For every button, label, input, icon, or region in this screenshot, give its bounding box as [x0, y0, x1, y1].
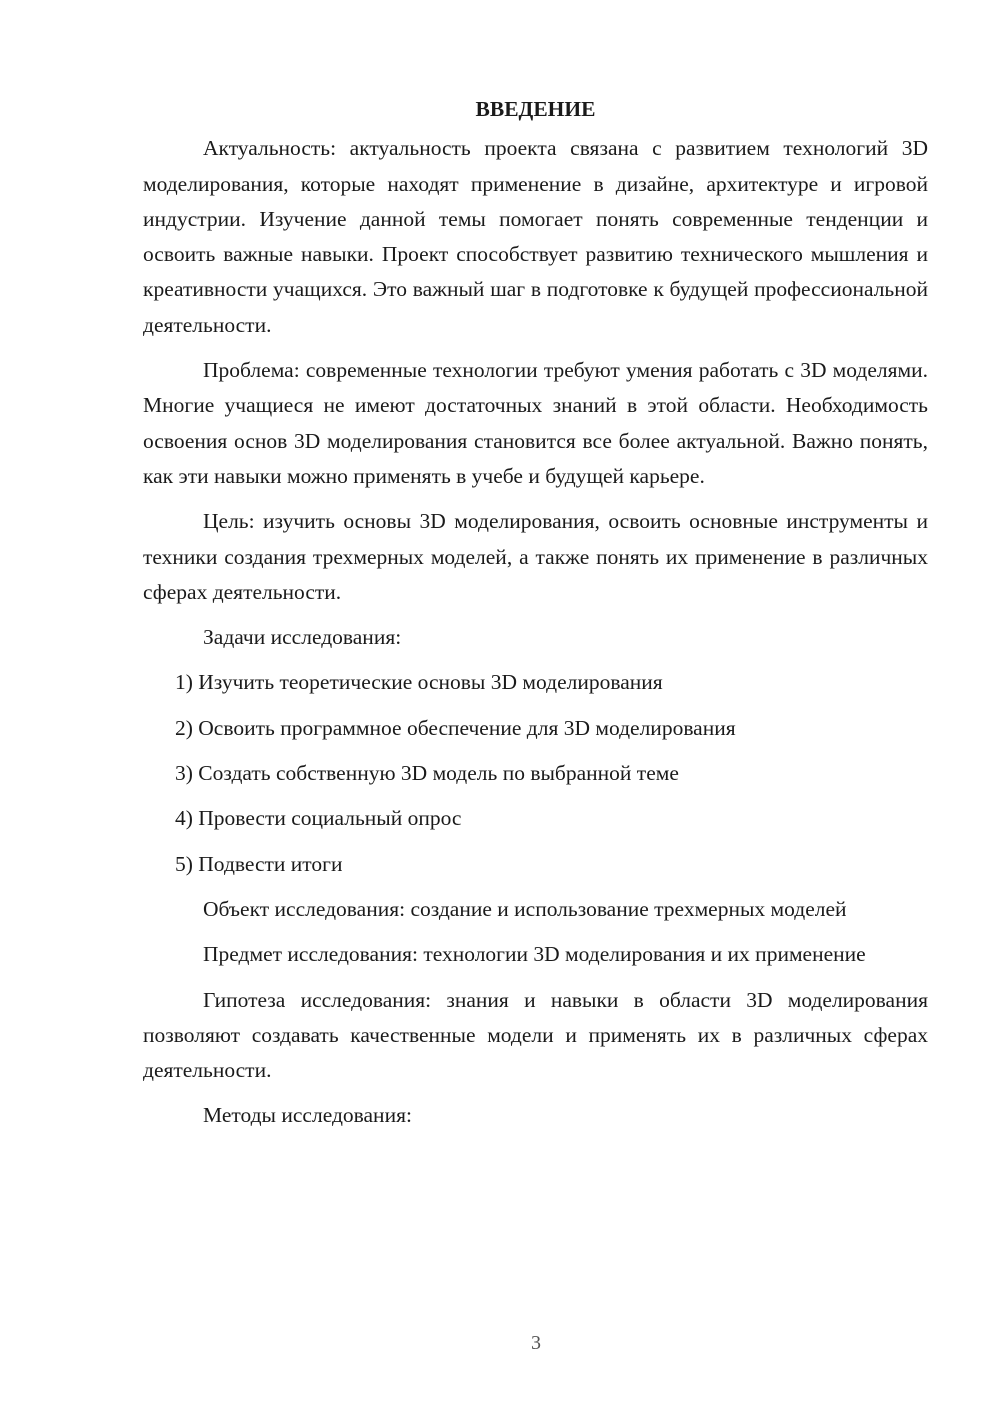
page-content [143, 92, 928, 1144]
section-title: ВВЕДЕНИЕ [475, 97, 596, 121]
object-paragraph: Объект исследования: создание и использование трехмерных моделей [203, 896, 847, 921]
list-item: 2) Освоить программное обеспечение для 3D моделирования [175, 715, 736, 740]
methods-heading: Методы исследования: [203, 1103, 412, 1128]
hypothesis-paragraph: Гипотеза исследования: знания и навыки в области 3D моделирования позволяют создавать качественные модели и применять их в различных сферах деятельности. [143, 987, 928, 1083]
tasks-list [143, 665, 928, 881]
list-item: 5) Подвести итоги [175, 851, 343, 876]
tasks-heading: Задачи исследования: [203, 625, 402, 650]
subject-paragraph: Предмет исследования: технологии 3D моделирования и их применение [203, 942, 866, 967]
page-number: 3 [531, 1332, 541, 1354]
list-item: 3) Создать собственную 3D модель по выбранной теме [175, 761, 679, 786]
problem-paragraph: Проблема: современные технологии требуют умения работать с 3D моделями. Многие учащиеся не имеют достаточных знаний в этой области. Необходимость освоения основ 3D моделирования становится все более актуальной. Важно понять, как эти навыки можно применять в учебе и будущей карьере. [143, 358, 928, 488]
goal-paragraph: Цель: изучить основы 3D моделирования, освоить основные инструменты и техники создания трехмерных моделей, а также понять их применение в различных сферах деятельности. [143, 509, 928, 604]
list-item: 1) Изучить теоретические основы 3D моделирования [175, 670, 663, 695]
list-item: 4) Провести социальный опрос [175, 806, 462, 831]
relevance-paragraph: Актуальность: актуальность проекта связана с развитием технологий 3D моделирования, которые находят применение в дизайне, архитектуре и игровой индустрии. Изучение данной темы помогает понять современные тенденции и освоить важные навыки. Проект способствует развитию технического мышления и креативности учащихся. Это важный шаг в подготовке к будущей профессиональной деятельности. [143, 136, 928, 337]
